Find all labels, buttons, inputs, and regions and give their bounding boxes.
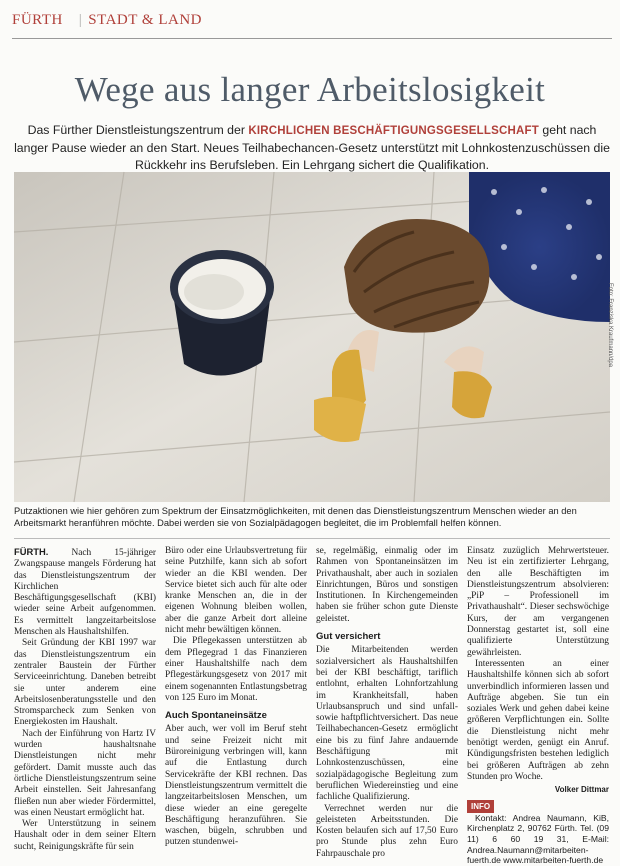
dateline: FÜRTH. xyxy=(14,546,49,557)
photo-caption: Putzaktionen wie hier gehören zum Spektrum der Einsatzmöglichkeiten, mit denen das Dienstleistungszentrum Menschen wieder an den Arbeitsmarkt heranführen möchte. Dabei werden sie von Sozialpädagogen begleitet, die im Problemfall helfen können. xyxy=(14,506,577,528)
paragraph: Wer Unterstützung in seinem Haushalt oder in dem seiner Eltern sucht, Reinigungskräfte für sein xyxy=(14,819,156,852)
section-label-region: STADT & LAND xyxy=(88,12,202,28)
paragraph: Büro oder eine Urlaubsvertretung für seine Putzhilfe, kann sich ab sofort wieder an die KBI wenden. Der Service bietet sich auch für alte oder kranke Menschen an, die in der eigenen Wohnung bleiben wollen, aber die ganze Arbeit dort alleine nicht mehr bewältigen können. xyxy=(165,546,307,636)
article-headline: Wege aus langer Arbeitslosigkeit xyxy=(74,70,546,109)
paragraph: Die Pflegekassen unterstützen ab dem Pflegegrad 1 das Finanzieren einer Haushaltshilfe nach dem Pflegestärkungsgesetz von 2017 mit einem sogenannten Entlastungsbetrag von 125 Euro im Monat. xyxy=(165,636,307,703)
paragraph: Die Mitarbeitenden werden sozialversichert als Haushaltshilfen bei der KBI beschäftigt, tariflich entlohnt, erhalten Lohnfortzahlung im Krankheitsfall, haben Urlaubsanspruch und sind unfall- sowie haftpflichtversichert. Das neue Teilhabechancen-Gesetz ermöglicht eine bis zu fünf Jahre andauernde Beschäftigung mit Lohnkostenzuschüssen, eine sozialpädagogische Begleitung zum beruflichen Wiedereinstieg und eine fachliche Qualifizierung. xyxy=(316,645,458,803)
article-photo xyxy=(14,172,613,502)
paragraph: Verrechnet werden nur die geleisteten Arbeitsstunden. Die Kosten belaufen sich auf 17,50 Euro pro Stunde plus zehn Euro Fahrpauschale pro xyxy=(316,803,458,859)
paragraph: se, regelmäßig, einmalig oder im Rahmen von Spontaneinsätzen im Privathaushalt, aber auch in sozialen Einrichtungen, Büros und sonstigen Institutionen. In Kirchengemeinden haben sie früher schon gute Dienste geleistet. xyxy=(316,546,458,624)
subheading: Auch Spontaneinsätze xyxy=(165,710,267,722)
bucket xyxy=(170,250,274,376)
caption-divider xyxy=(14,538,610,539)
paragraph: Interessenten an einer Haushaltshilfe können sich ab sofort unverbindlich informieren lassen und Aufträge abgeben. Sie tun ein soziales Werk und gehen dabei keine größeren Verpflichtungen ein. Sollte die Dienstleistung nicht mehr benötigt werden, genügt ein Anruf. Kündigungsfristen bestehen lediglich bei größeren Aufträgen ab zehn Stunden pro Woche. xyxy=(467,658,609,782)
paragraph: Nach der Einführung von Hartz IV wurden haushaltsnahe Dienstleistungen nicht mehr gefördert. Damit musste auch das örtliche Dienstleistungszentrum seine Arbeit einstellen. Seit Jahresanfang fließen nun aber wieder Fördermittel, was einen Neustart ermöglicht hat. xyxy=(14,728,156,818)
subheading: Gut versichert xyxy=(316,631,381,643)
body-column-3 xyxy=(316,546,458,860)
author-signature: Volker Dittmar xyxy=(554,785,609,795)
header-divider xyxy=(12,38,612,39)
article-body xyxy=(14,546,610,866)
paragraph-text: Nach 15-jähriger Zwangspause mangels Förderung hat das Dienstleistungszentrum der Kirchlichen Beschäftigungsgesellschaft (KBI) wieder seine Arbeit aufgenommen. Es vermittelt langzeitarbeitslose Menschen als Haushaltshilfen. xyxy=(14,548,156,638)
cleaning-scene-illustration xyxy=(14,172,610,502)
lead-text-start: Das Fürther Dienstleistungszentrum der xyxy=(27,123,249,137)
article-lead xyxy=(14,122,610,174)
section-header: FÜRTH | STADT & LAND xyxy=(12,12,202,28)
paragraph xyxy=(14,546,156,638)
info-badge: INFO xyxy=(467,800,494,813)
body-column-2 xyxy=(165,546,307,849)
body-column-4 xyxy=(467,546,609,866)
lead-text-end: geht nach langer Pause wieder an den Start. Neues Teilhabechancen-Gesetz unterstützt mit Lohnkostenzuschüssen die Rückkehr ins Berufsleben. Ein Lehrgang sichert die Qualifikation. xyxy=(14,123,610,172)
paragraph: Seit Gründung der KBI 1997 war das Dienstleistungszentrum ein zentraler Baustein der Fürther Serviceeinrichtung. Daneben betreibt sie unter anderem eine Arbeitslosenberatungsstelle und den Stromsparcheck zum Senken von Energiekosten im Haushalt. xyxy=(14,638,156,728)
body-column-1 xyxy=(14,546,156,853)
section-label-city: FÜRTH xyxy=(12,12,63,28)
paragraph: Aber auch, wer voll im Beruf steht und seine Freizeit nicht mit Büroreinigung verbringen will, kann auf die Entlastung durch Servicekräfte der KBI rechnen. Das Dienstleistungszentrum vermittelt die langzeitarbeitslosen Menschen, um diese wieder an eine geregelte Beschäftigung heranzuführen. Sie waschen, bügeln, schrubben und putzen stundenwei- xyxy=(165,724,307,848)
paragraph: Einsatz zuzüglich Mehrwertsteuer. Neu ist ein zertifizierter Lehrgang, den alle Beschäftigten im Dienstleistungszentrum absolvieren: „PiP – Professionell im Privathaushalt“. Dieser sechswöchige Kurs, der am vergangenen Donnerstag gestartet ist, soll eine qualifizierte Unterstützung gewährleisten. xyxy=(467,546,609,658)
photo-credit: Foto: Franziska Kraufmann/dpa xyxy=(606,282,613,368)
lead-org-name: KIRCHLICHEN BESCHÄFTIGUNGSGESELLSCHAFT xyxy=(248,125,539,137)
contact-info: Kontakt: Andrea Naumann, KiB, Kirchenplatz 2, 90762 Fürth. Tel. (09 11) 6 60 19 31, E-Mail: Andrea.Naumann@mitarbeiten-fuerth.de www.mitarbeiten-fuerth.de xyxy=(467,812,609,866)
